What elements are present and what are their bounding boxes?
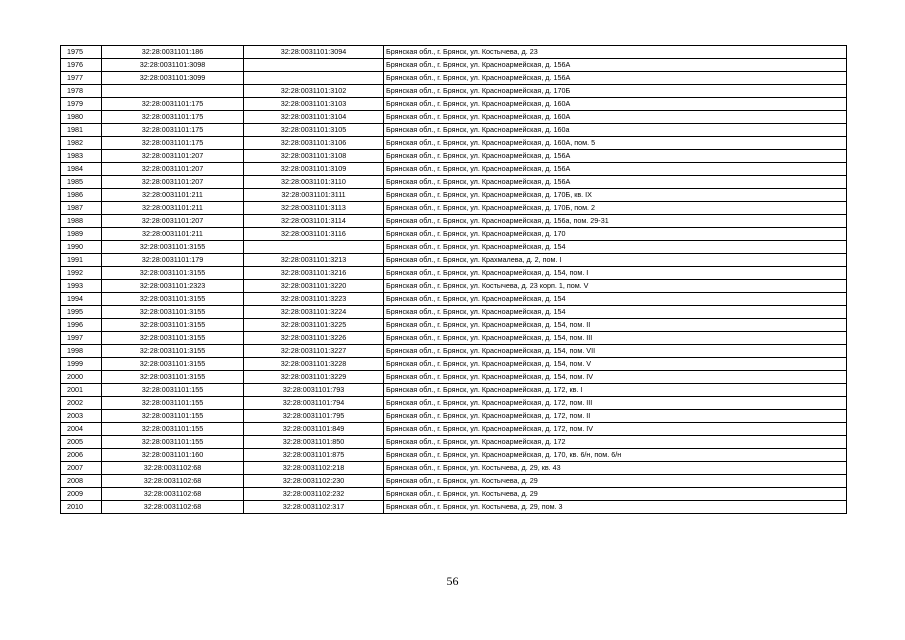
address-cell: Брянская обл., г. Брянск, ул. Костычева, д. 29 [384,475,847,488]
row-number-cell: 1980 [61,111,102,124]
land-cadastral-number-cell: 32:28:0031101:3099 [102,72,244,85]
table-row [61,111,847,124]
cadastral-table [60,45,847,514]
table-row [61,384,847,397]
address-cell: Брянская обл., г. Брянск, ул. Красноармейская, д. 154, пом. III [384,332,847,345]
row-number-cell: 1979 [61,98,102,111]
address-cell: Брянская обл., г. Брянск, ул. Красноармейская, д. 172, пом. III [384,397,847,410]
table-row [61,462,847,475]
object-cadastral-number-cell: 32:28:0031102:317 [244,501,384,514]
land-cadastral-number-cell: 32:28:0031101:155 [102,436,244,449]
table-row [61,176,847,189]
address-cell: Брянская обл., г. Брянск, ул. Красноармейская, д. 154, пом. I [384,267,847,280]
address-cell: Брянская обл., г. Брянск, ул. Красноармейская, д. 170 [384,228,847,241]
address-cell: Брянская обл., г. Брянск, ул. Костычева, д. 29 [384,488,847,501]
row-number-cell: 2007 [61,462,102,475]
address-cell: Брянская обл., г. Брянск, ул. Красноармейская, д. 154, пом. IV [384,371,847,384]
table-row [61,228,847,241]
row-number-cell: 2004 [61,423,102,436]
object-cadastral-number-cell: 32:28:0031101:3213 [244,254,384,267]
land-cadastral-number-cell: 32:28:0031101:207 [102,215,244,228]
land-cadastral-number-cell: 32:28:0031101:3098 [102,59,244,72]
land-cadastral-number-cell: 32:28:0031101:211 [102,189,244,202]
land-cadastral-number-cell: 32:28:0031101:175 [102,124,244,137]
land-cadastral-number-cell: 32:28:0031101:160 [102,449,244,462]
address-cell: Брянская обл., г. Брянск, ул. Красноармейская, д. 170, кв. 6/н, пом. 6/н [384,449,847,462]
table-row [61,241,847,254]
land-cadastral-number-cell: 32:28:0031101:179 [102,254,244,267]
land-cadastral-number-cell: 32:28:0031101:155 [102,397,244,410]
address-cell: Брянская обл., г. Брянск, ул. Красноармейская, д. 160а [384,124,847,137]
table-row [61,475,847,488]
address-cell: Брянская обл., г. Брянск, ул. Костычева, д. 29, пом. 3 [384,501,847,514]
address-cell: Брянская обл., г. Брянск, ул. Красноармейская, д. 160А, пом. 5 [384,137,847,150]
row-number-cell: 1993 [61,280,102,293]
address-cell: Брянская обл., г. Брянск, ул. Красноармейская, д. 154, пом. II [384,319,847,332]
address-cell: Брянская обл., г. Брянск, ул. Костычева, д. 23 [384,46,847,59]
row-number-cell: 1985 [61,176,102,189]
land-cadastral-number-cell: 32:28:0031101:3155 [102,241,244,254]
row-number-cell: 1997 [61,332,102,345]
row-number-cell: 1986 [61,189,102,202]
object-cadastral-number-cell: 32:28:0031101:3094 [244,46,384,59]
row-number-cell: 1991 [61,254,102,267]
object-cadastral-number-cell: 32:28:0031101:3223 [244,293,384,306]
object-cadastral-number-cell [244,72,384,85]
row-number-cell: 1976 [61,59,102,72]
object-cadastral-number-cell: 32:28:0031101:849 [244,423,384,436]
object-cadastral-number-cell: 32:28:0031102:218 [244,462,384,475]
object-cadastral-number-cell: 32:28:0031101:795 [244,410,384,423]
object-cadastral-number-cell: 32:28:0031101:3116 [244,228,384,241]
object-cadastral-number-cell [244,241,384,254]
land-cadastral-number-cell: 32:28:0031102:68 [102,475,244,488]
land-cadastral-number-cell: 32:28:0031101:3155 [102,358,244,371]
land-cadastral-number-cell: 32:28:0031102:68 [102,488,244,501]
row-number-cell: 2001 [61,384,102,397]
object-cadastral-number-cell: 32:28:0031101:875 [244,449,384,462]
object-cadastral-number-cell: 32:28:0031101:3220 [244,280,384,293]
object-cadastral-number-cell: 32:28:0031101:3103 [244,98,384,111]
object-cadastral-number-cell: 32:28:0031101:3229 [244,371,384,384]
row-number-cell: 1977 [61,72,102,85]
table-row [61,163,847,176]
row-number-cell: 1999 [61,358,102,371]
table-row [61,449,847,462]
land-cadastral-number-cell: 32:28:0031101:175 [102,98,244,111]
object-cadastral-number-cell: 32:28:0031101:794 [244,397,384,410]
address-cell: Брянская обл., г. Брянск, ул. Красноармейская, д. 170Б [384,85,847,98]
land-cadastral-number-cell: 32:28:0031101:211 [102,228,244,241]
object-cadastral-number-cell: 32:28:0031101:3106 [244,137,384,150]
address-cell: Брянская обл., г. Брянск, ул. Красноармейская, д. 170Б, пом. 2 [384,202,847,215]
address-cell: Брянская обл., г. Брянск, ул. Красноармейская, д. 154 [384,293,847,306]
address-cell: Брянская обл., г. Брянск, ул. Костычева, д. 29, кв. 43 [384,462,847,475]
table-row [61,280,847,293]
table-row [61,488,847,501]
row-number-cell: 1990 [61,241,102,254]
address-cell: Брянская обл., г. Брянск, ул. Красноармейская, д. 172, кв. I [384,384,847,397]
object-cadastral-number-cell: 32:28:0031101:3228 [244,358,384,371]
row-number-cell: 1988 [61,215,102,228]
object-cadastral-number-cell: 32:28:0031101:3225 [244,319,384,332]
land-cadastral-number-cell: 32:28:0031101:3155 [102,332,244,345]
row-number-cell: 1978 [61,85,102,98]
object-cadastral-number-cell: 32:28:0031101:3114 [244,215,384,228]
object-cadastral-number-cell: 32:28:0031101:3111 [244,189,384,202]
row-number-cell: 2008 [61,475,102,488]
land-cadastral-number-cell: 32:28:0031101:175 [102,111,244,124]
object-cadastral-number-cell: 32:28:0031101:3226 [244,332,384,345]
row-number-cell: 1989 [61,228,102,241]
object-cadastral-number-cell: 32:28:0031101:793 [244,384,384,397]
table-row [61,358,847,371]
object-cadastral-number-cell [244,59,384,72]
row-number-cell: 2009 [61,488,102,501]
table-body [61,46,847,514]
address-cell: Брянская обл., г. Брянск, ул. Крахмалева, д. 2, пом. I [384,254,847,267]
row-number-cell: 1992 [61,267,102,280]
page-number: 56 [446,574,459,588]
address-cell: Брянская обл., г. Брянск, ул. Красноармейская, д. 154 [384,306,847,319]
table-row [61,332,847,345]
row-number-cell: 2003 [61,410,102,423]
land-cadastral-number-cell: 32:28:0031101:211 [102,202,244,215]
table-row [61,436,847,449]
row-number-cell: 1982 [61,137,102,150]
land-cadastral-number-cell: 32:28:0031102:68 [102,462,244,475]
row-number-cell: 1987 [61,202,102,215]
table-row [61,124,847,137]
table-row [61,345,847,358]
land-cadastral-number-cell: 32:28:0031101:155 [102,384,244,397]
table-row [61,85,847,98]
land-cadastral-number-cell: 32:28:0031101:155 [102,410,244,423]
row-number-cell: 1998 [61,345,102,358]
table-row [61,501,847,514]
object-cadastral-number-cell: 32:28:0031102:232 [244,488,384,501]
table-row [61,72,847,85]
land-cadastral-number-cell [102,85,244,98]
row-number-cell: 1983 [61,150,102,163]
address-cell: Брянская обл., г. Брянск, ул. Красноармейская, д. 156А [384,59,847,72]
table-row [61,410,847,423]
object-cadastral-number-cell: 32:28:0031101:3109 [244,163,384,176]
row-number-cell: 2010 [61,501,102,514]
address-cell: Брянская обл., г. Брянск, ул. Красноармейская, д. 154, пом. V [384,358,847,371]
object-cadastral-number-cell: 32:28:0031101:3224 [244,306,384,319]
land-cadastral-number-cell: 32:28:0031102:68 [102,501,244,514]
land-cadastral-number-cell: 32:28:0031101:207 [102,163,244,176]
object-cadastral-number-cell: 32:28:0031102:230 [244,475,384,488]
address-cell: Брянская обл., г. Брянск, ул. Красноармейская, д. 154, пом. VII [384,345,847,358]
address-cell: Брянская обл., г. Брянск, ул. Красноармейская, д. 156А [384,176,847,189]
object-cadastral-number-cell: 32:28:0031101:3102 [244,85,384,98]
land-cadastral-number-cell: 32:28:0031101:3155 [102,345,244,358]
address-cell: Брянская обл., г. Брянск, ул. Красноармейская, д. 170Б, кв. IX [384,189,847,202]
address-cell: Брянская обл., г. Брянск, ул. Красноармейская, д. 156а, пом. 29-31 [384,215,847,228]
address-cell: Брянская обл., г. Брянск, ул. Красноармейская, д. 156А [384,150,847,163]
address-cell: Брянская обл., г. Брянск, ул. Красноармейская, д. 160А [384,98,847,111]
land-cadastral-number-cell: 32:28:0031101:3155 [102,371,244,384]
land-cadastral-number-cell: 32:28:0031101:207 [102,176,244,189]
land-cadastral-number-cell: 32:28:0031101:3155 [102,267,244,280]
row-number-cell: 2000 [61,371,102,384]
address-cell: Брянская обл., г. Брянск, ул. Красноармейская, д. 156А [384,163,847,176]
object-cadastral-number-cell: 32:28:0031101:3110 [244,176,384,189]
land-cadastral-number-cell: 32:28:0031101:2323 [102,280,244,293]
table-row [61,293,847,306]
table-row [61,397,847,410]
table-row [61,267,847,280]
address-cell: Брянская обл., г. Брянск, ул. Красноармейская, д. 160А [384,111,847,124]
address-cell: Брянская обл., г. Брянск, ул. Красноармейская, д. 156А [384,72,847,85]
table-row [61,215,847,228]
table-row [61,371,847,384]
address-cell: Брянская обл., г. Брянск, ул. Красноармейская, д. 172, пом. II [384,410,847,423]
address-cell: Брянская обл., г. Брянск, ул. Красноармейская, д. 172 [384,436,847,449]
table-row [61,150,847,163]
row-number-cell: 2005 [61,436,102,449]
table-row [61,319,847,332]
land-cadastral-number-cell: 32:28:0031101:155 [102,423,244,436]
object-cadastral-number-cell: 32:28:0031101:3216 [244,267,384,280]
row-number-cell: 2006 [61,449,102,462]
row-number-cell: 1994 [61,293,102,306]
row-number-cell: 1975 [61,46,102,59]
land-cadastral-number-cell: 32:28:0031101:175 [102,137,244,150]
table-row [61,306,847,319]
object-cadastral-number-cell: 32:28:0031101:3108 [244,150,384,163]
row-number-cell: 1981 [61,124,102,137]
land-cadastral-number-cell: 32:28:0031101:3155 [102,306,244,319]
object-cadastral-number-cell: 32:28:0031101:3113 [244,202,384,215]
table-row [61,202,847,215]
row-number-cell: 1995 [61,306,102,319]
address-cell: Брянская обл., г. Брянск, ул. Красноармейская, д. 172, пом. IV [384,423,847,436]
address-cell: Брянская обл., г. Брянск, ул. Красноармейская, д. 154 [384,241,847,254]
object-cadastral-number-cell: 32:28:0031101:850 [244,436,384,449]
land-cadastral-number-cell: 32:28:0031101:207 [102,150,244,163]
table-row [61,254,847,267]
table-row [61,59,847,72]
object-cadastral-number-cell: 32:28:0031101:3227 [244,345,384,358]
row-number-cell: 1984 [61,163,102,176]
table-row [61,189,847,202]
row-number-cell: 1996 [61,319,102,332]
land-cadastral-number-cell: 32:28:0031101:3155 [102,293,244,306]
table-row [61,98,847,111]
land-cadastral-number-cell: 32:28:0031101:3155 [102,319,244,332]
table-row [61,423,847,436]
object-cadastral-number-cell: 32:28:0031101:3105 [244,124,384,137]
table-row [61,46,847,59]
address-cell: Брянская обл., г. Брянск, ул. Костычева, д. 23 корп. 1, пом. V [384,280,847,293]
row-number-cell: 2002 [61,397,102,410]
table-row [61,137,847,150]
land-cadastral-number-cell: 32:28:0031101:186 [102,46,244,59]
object-cadastral-number-cell: 32:28:0031101:3104 [244,111,384,124]
